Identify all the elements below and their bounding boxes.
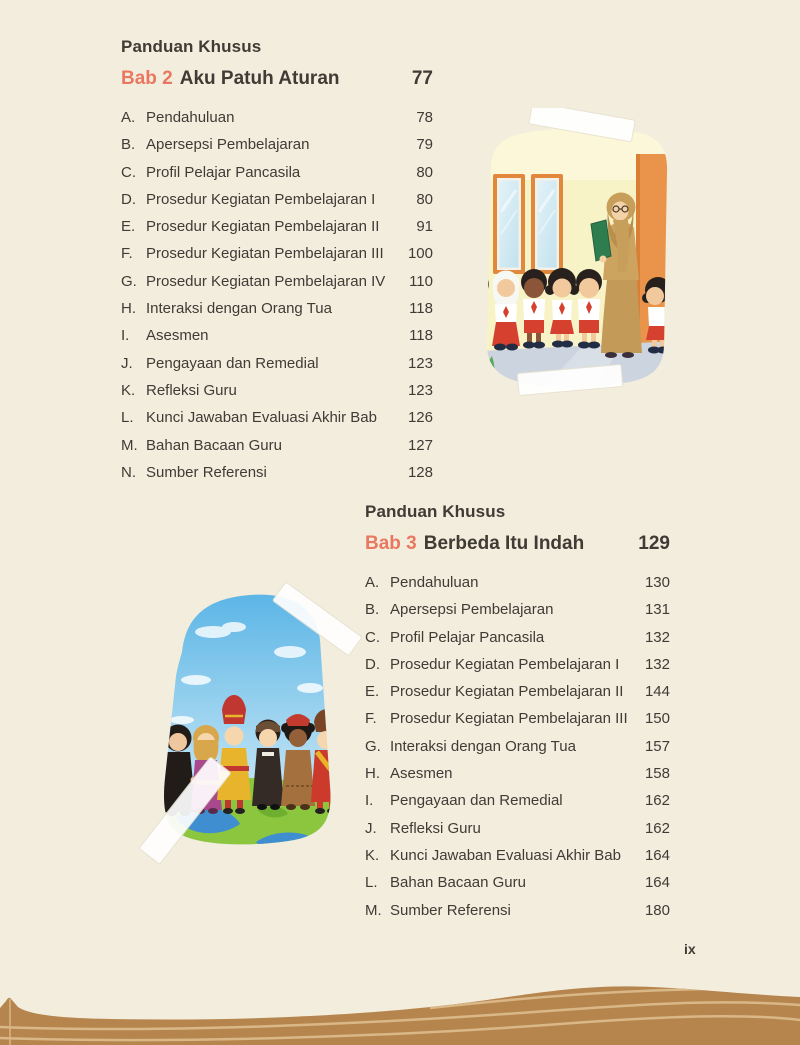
- folio-page-number: ix: [684, 941, 696, 957]
- toc-entry-letter: I.: [121, 327, 130, 345]
- toc-entry-page: 150: [644, 710, 670, 728]
- toc-entry-letter: D.: [121, 190, 136, 208]
- toc-entry-label: Pengayaan dan Remedial: [390, 792, 563, 810]
- toc-list-bab2: [121, 104, 433, 486]
- toc-entry-label: Pengayaan dan Remedial: [146, 354, 319, 372]
- toc-entry-label: Asesmen: [146, 327, 209, 345]
- toc-entry-letter: I.: [365, 792, 374, 810]
- toc-entry-label: Interaksi dengan Orang Tua: [390, 737, 576, 755]
- toc-entry: [121, 377, 433, 404]
- chapter-page-number: 77: [411, 68, 433, 89]
- toc-entry-page: 164: [644, 874, 670, 892]
- toc-entry-label: Sumber Referensi: [146, 463, 267, 481]
- toc-entry: [121, 240, 433, 267]
- toc-entry: [365, 842, 670, 869]
- toc-entry-letter: B.: [365, 601, 380, 619]
- toc-entry: [121, 432, 433, 459]
- toc-entry: [121, 459, 433, 486]
- toc-entry-label: Profil Pelajar Pancasila: [390, 628, 545, 646]
- toc-entry-page: 80: [416, 163, 433, 181]
- toc-entry-label: Refleksi Guru: [390, 819, 481, 837]
- student-hijab-girl: [492, 271, 520, 351]
- section-kicker: Panduan Khusus: [121, 37, 262, 56]
- toc-entry: [365, 733, 670, 760]
- child-papua: [281, 714, 315, 810]
- toc-entry-letter: A.: [121, 109, 136, 126]
- toc-entry-label: Apersepsi Pembelajaran: [146, 136, 310, 154]
- chapter-title: Berbeda Itu Indah: [423, 533, 585, 554]
- toc-entry: [365, 651, 670, 678]
- toc-entry-label: Kunci Jawaban Evaluasi Akhir Bab: [146, 409, 377, 427]
- toc-entry-letter: K.: [121, 381, 136, 399]
- toc-entry-page: 118: [409, 327, 433, 345]
- toc-entry: [365, 596, 670, 623]
- toc-entry-letter: E.: [121, 218, 136, 236]
- toc-entry-letter: G.: [365, 737, 381, 755]
- toc-entry: [365, 869, 670, 896]
- illustration-children-globe: [138, 580, 373, 872]
- toc-entry-page: 123: [407, 381, 433, 399]
- toc-entry-page: 118: [409, 300, 433, 318]
- toc-section-bab3: [365, 501, 670, 924]
- toc-entry: [121, 268, 433, 295]
- toc-entry-label: Pendahuluan: [390, 574, 479, 591]
- toc-entry-letter: G.: [121, 272, 137, 290]
- toc-entry-letter: L.: [365, 874, 378, 892]
- toc-entry-letter: H.: [365, 765, 380, 783]
- toc-entry-letter: N.: [121, 463, 136, 481]
- toc-entry-letter: K.: [365, 846, 380, 864]
- classroom-interior: [470, 108, 685, 408]
- toc-entry-page: 100: [407, 245, 433, 263]
- toc-entry-label: Refleksi Guru: [146, 381, 237, 399]
- toc-entry-label: Sumber Referensi: [390, 901, 511, 919]
- footer-wave: [0, 975, 800, 1045]
- chapter-heading: [121, 67, 433, 91]
- toc-entry-label: Bahan Bacaan Guru: [146, 436, 282, 454]
- toc-entry-page: 127: [407, 436, 433, 454]
- toc-entry-page: 128: [407, 463, 433, 481]
- toc-entry: [121, 131, 433, 158]
- child-blangkon: [252, 720, 284, 811]
- toc-entry-letter: F.: [365, 710, 377, 728]
- toc-entry-label: Pendahuluan: [146, 109, 235, 126]
- toc-entry: [121, 322, 433, 349]
- toc-entry: [365, 678, 670, 705]
- toc-entry-label: Asesmen: [390, 765, 453, 783]
- classroom-scene: [470, 108, 685, 408]
- chapter-heading: [365, 532, 670, 556]
- toc-entry: [365, 624, 670, 651]
- chapter-page-number: 129: [638, 533, 670, 554]
- toc-entry-letter: D.: [365, 655, 380, 673]
- toc-entry-label: Prosedur Kegiatan Pembelajaran II: [146, 218, 380, 236]
- toc-entry-page: 130: [644, 574, 670, 591]
- toc-entry-page: 144: [644, 683, 670, 701]
- toc-entry: [121, 295, 433, 322]
- toc-entry-page: 158: [644, 765, 670, 783]
- toc-entry: [121, 186, 433, 213]
- toc-entry-page: 164: [644, 846, 670, 864]
- toc-entry: [365, 897, 670, 924]
- toc-entry-page: 132: [644, 628, 670, 646]
- chapter-label: Bab 3: [365, 533, 417, 554]
- toc-entry-page: 180: [644, 901, 670, 919]
- toc-entry-page: 110: [409, 272, 433, 290]
- toc-entry-label: Profil Pelajar Pancasila: [146, 163, 301, 181]
- plant: [475, 356, 495, 408]
- toc-entry-label: Prosedur Kegiatan Pembelajaran II: [390, 683, 624, 701]
- children-globe-scene: [138, 580, 373, 872]
- toc-entry: [365, 705, 670, 732]
- toc-entry-label: Bahan Bacaan Guru: [390, 874, 526, 892]
- toc-entry-label: Prosedur Kegiatan Pembelajaran I: [146, 190, 376, 208]
- toc-entry-page: 162: [644, 792, 670, 810]
- toc-entry: [121, 104, 433, 131]
- toc-entry-page: 126: [407, 409, 433, 427]
- toc-entry-letter: M.: [121, 436, 138, 454]
- toc-entry: [121, 350, 433, 377]
- section-kicker: Panduan Khusus: [365, 502, 506, 521]
- toc-entry-letter: F.: [121, 245, 133, 263]
- toc-entry: [121, 404, 433, 431]
- chapter-label: Bab 2: [121, 68, 173, 89]
- toc-entry: [365, 569, 670, 596]
- toc-entry-label: Prosedur Kegiatan Pembelajaran III: [146, 245, 384, 263]
- toc-entry: [121, 213, 433, 240]
- toc-entry-label: Prosedur Kegiatan Pembelajaran III: [390, 710, 628, 728]
- toc-section-bab2: [121, 36, 433, 486]
- toc-entry-page: 132: [644, 655, 670, 673]
- toc-entry: [365, 787, 670, 814]
- chapter-title: Aku Patuh Aturan: [179, 68, 340, 89]
- toc-entry: [365, 760, 670, 787]
- toc-entry-letter: A.: [365, 574, 380, 591]
- toc-entry-page: 80: [416, 190, 433, 208]
- toc-entry-page: 91: [416, 218, 433, 236]
- child-sash: [311, 709, 341, 814]
- toc-entry-page: 162: [644, 819, 670, 837]
- toc-entry-letter: M.: [365, 901, 382, 919]
- toc-entry-label: Kunci Jawaban Evaluasi Akhir Bab: [390, 846, 621, 864]
- toc-entry-letter: J.: [365, 819, 377, 837]
- toc-entry-letter: E.: [365, 683, 380, 701]
- toc-entry-letter: C.: [365, 628, 380, 646]
- toc-entry-page: 79: [416, 136, 433, 154]
- toc-entry-letter: L.: [121, 409, 134, 427]
- toc-entry-page: 78: [416, 109, 433, 126]
- toc-entry-letter: H.: [121, 300, 136, 318]
- toc-entry-letter: J.: [121, 354, 133, 372]
- toc-entry-label: Prosedur Kegiatan Pembelajaran I: [390, 655, 620, 673]
- toc-entry-label: Apersepsi Pembelajaran: [390, 601, 554, 619]
- toc-entry-page: 157: [644, 737, 670, 755]
- toc-entry: [365, 815, 670, 842]
- toc-entry-label: Prosedur Kegiatan Pembelajaran IV: [146, 272, 386, 290]
- toc-entry-label: Interaksi dengan Orang Tua: [146, 300, 332, 318]
- toc-entry: [121, 159, 433, 186]
- illustration-classroom: [470, 108, 685, 408]
- toc-entry-letter: C.: [121, 163, 136, 181]
- toc-list-bab3: [365, 569, 670, 924]
- toc-entry-letter: B.: [121, 136, 136, 154]
- toc-entry-page: 131: [644, 601, 670, 619]
- toc-entry-page: 123: [407, 354, 433, 372]
